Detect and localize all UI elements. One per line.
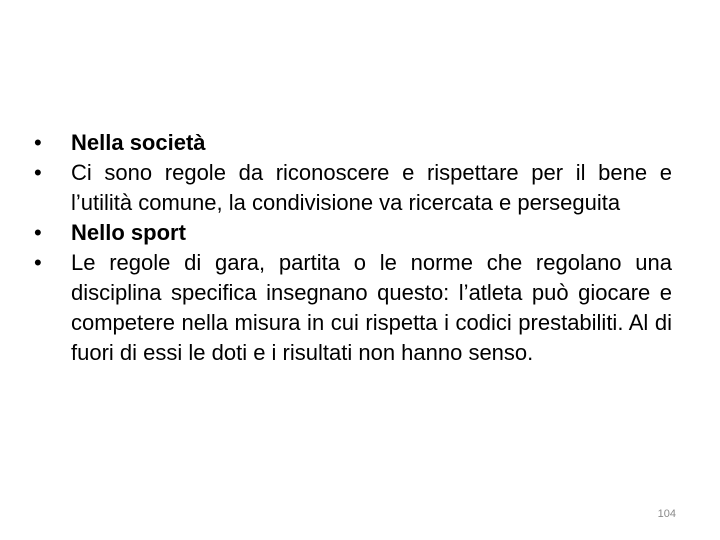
bullet-text: Le regole di gara, partita o le norme che regolano una disciplina specifica insegnano questo: l’atleta può giocare e competere nella misura in cui rispetta i codici prestabiliti. Al di fuori di essi le doti e i risultati non hanno senso.: [71, 250, 672, 365]
slide-bullet-list: [34, 128, 672, 368]
bullet-nella-societa: [34, 128, 672, 158]
bullet-dot-icon: •: [34, 160, 42, 185]
bullet-dot-icon: •: [34, 130, 42, 155]
bullet-regole-comune: [34, 158, 672, 218]
bullet-regole-gara: [34, 248, 672, 368]
bullet-dot-icon: •: [34, 220, 42, 245]
page-number: 104: [657, 508, 676, 520]
bullet-text: Ci sono regole da riconoscere e rispettare per il bene e l’utilità comune, la condivisione va ricercata e perseguita: [71, 160, 672, 215]
bullet-nello-sport: [34, 218, 672, 248]
bullet-dot-icon: •: [34, 250, 42, 275]
bullet-text: Nello sport: [71, 220, 186, 245]
bullet-text: Nella società: [71, 130, 206, 155]
